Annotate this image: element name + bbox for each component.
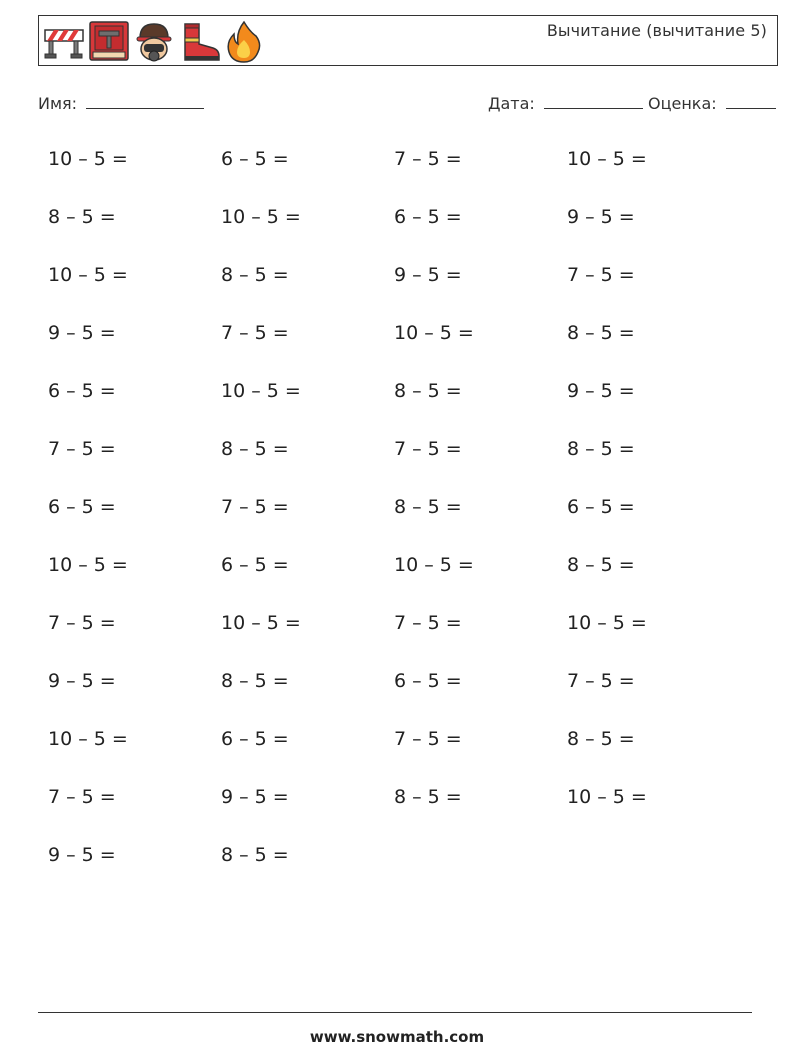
problem-item: 7 – 5 = <box>48 612 116 634</box>
footer-website: www.snowmath.com <box>309 1028 485 1046</box>
problem-item: 8 – 5 = <box>48 206 116 228</box>
problem-item: 6 – 5 = <box>48 380 116 402</box>
problem-item: 7 – 5 = <box>48 438 116 460</box>
problem-item: 10 – 5 = <box>48 554 128 576</box>
problem-item: 6 – 5 = <box>221 728 289 750</box>
problem-item: 6 – 5 = <box>394 670 462 692</box>
problem-item: 8 – 5 = <box>567 728 635 750</box>
problem-item: 7 – 5 = <box>221 322 289 344</box>
problem-item: 7 – 5 = <box>567 670 635 692</box>
problem-item: 6 – 5 = <box>48 496 116 518</box>
problem-item: 8 – 5 = <box>221 264 289 286</box>
problem-item: 6 – 5 = <box>221 554 289 576</box>
problem-item: 9 – 5 = <box>567 380 635 402</box>
problem-item: 7 – 5 = <box>394 438 462 460</box>
problem-item: 9 – 5 = <box>221 786 289 808</box>
problem-item: 6 – 5 = <box>394 206 462 228</box>
problem-item: 7 – 5 = <box>394 612 462 634</box>
problem-item: 8 – 5 = <box>394 786 462 808</box>
problem-item: 9 – 5 = <box>394 264 462 286</box>
problem-item: 10 – 5 = <box>567 786 647 808</box>
problem-item: 10 – 5 = <box>567 148 647 170</box>
problem-item: 10 – 5 = <box>48 148 128 170</box>
problem-item: 9 – 5 = <box>48 844 116 866</box>
problem-item: 8 – 5 = <box>567 438 635 460</box>
problem-item: 8 – 5 = <box>394 380 462 402</box>
problem-item: 10 – 5 = <box>221 380 301 402</box>
problem-item: 7 – 5 = <box>48 786 116 808</box>
problem-item: 8 – 5 = <box>221 438 289 460</box>
name-label: Имя: <box>38 94 78 113</box>
date-label: Дата: <box>488 94 535 113</box>
problem-item: 10 – 5 = <box>221 206 301 228</box>
problem-item: 7 – 5 = <box>394 148 462 170</box>
problem-item: 10 – 5 = <box>48 728 128 750</box>
problem-item: 10 – 5 = <box>567 612 647 634</box>
problem-item: 8 – 5 = <box>221 670 289 692</box>
problem-item: 6 – 5 = <box>567 496 635 518</box>
problem-item: 9 – 5 = <box>48 322 116 344</box>
problem-item: 10 – 5 = <box>394 322 474 344</box>
problem-item: 6 – 5 = <box>221 148 289 170</box>
problem-item: 8 – 5 = <box>394 496 462 518</box>
problem-item: 10 – 5 = <box>394 554 474 576</box>
problem-item: 8 – 5 = <box>567 322 635 344</box>
problem-item: 7 – 5 = <box>394 728 462 750</box>
score-label: Оценка: <box>648 94 717 113</box>
footer-divider <box>38 1012 752 1013</box>
problem-item: 7 – 5 = <box>221 496 289 518</box>
problem-item: 10 – 5 = <box>48 264 128 286</box>
problem-item: 9 – 5 = <box>48 670 116 692</box>
problem-item: 8 – 5 = <box>221 844 289 866</box>
problem-item: 7 – 5 = <box>567 264 635 286</box>
problem-item: 10 – 5 = <box>221 612 301 634</box>
problem-item: 9 – 5 = <box>567 206 635 228</box>
problem-item: 8 – 5 = <box>567 554 635 576</box>
worksheet-title: Вычитание (вычитание 5) <box>546 21 767 40</box>
